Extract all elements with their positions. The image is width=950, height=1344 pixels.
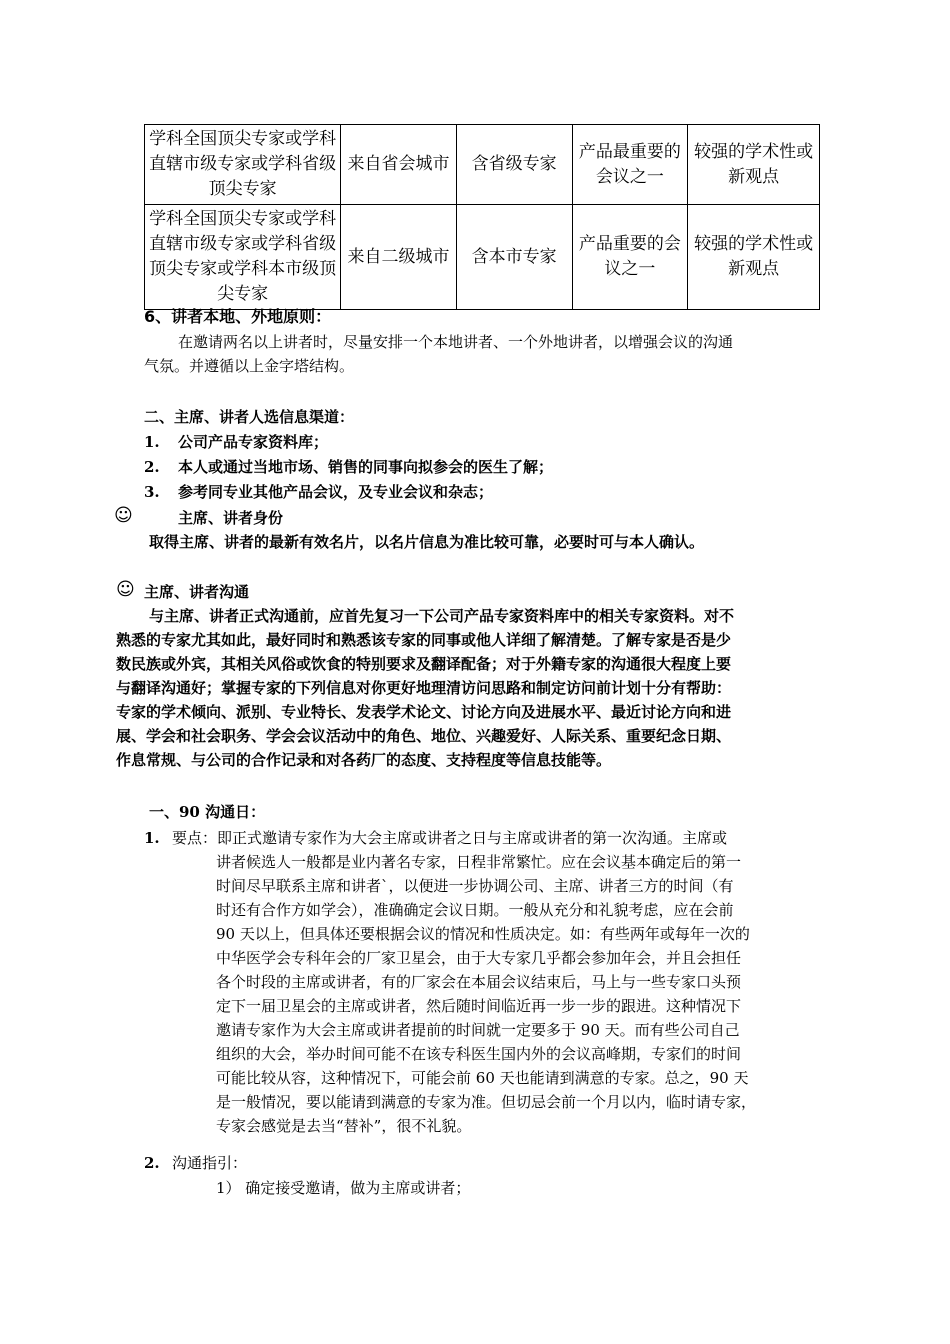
table-row — [145, 205, 820, 310]
list-number: 3. — [144, 483, 160, 501]
day90-paragraph-line: 时还有合作方如学会），准确确定会议日期。一般从充分和礼貌考虑，应在会前 — [216, 901, 734, 919]
section6-body-line-1: 在邀请两名以上讲者时，尽量安排一个本地讲者、一个外地讲者，以增强会议的沟通 — [178, 333, 734, 351]
table-cell: 含本市专家 — [456, 205, 572, 310]
smiley-icon: ☺ — [116, 579, 135, 600]
section2-title: 二、主席、讲者人选信息渠道： — [144, 408, 355, 426]
list-item — [144, 455, 553, 479]
list-number: 2. — [144, 1154, 160, 1172]
day90-paragraph-line: 专家会感觉是去当“替补”，很不礼貌。 — [216, 1117, 472, 1135]
day90-paragraph-line: 是一般情况，要以能请到满意的专家为准。但切忌会前一个月以内，临时请专家， — [216, 1093, 757, 1111]
table-cell: 学科全国顶尖专家或学科直辖市级专家或学科省级顶尖专家或学科本市级顶尖专家 — [145, 205, 341, 310]
criteria-table — [144, 124, 820, 310]
day90-title: 一、90 沟通日： — [149, 803, 266, 821]
list-number: 2. — [144, 458, 160, 476]
list-text: 本人或通过当地市场、销售的同事向拟参会的医生了解； — [178, 458, 554, 476]
guide-title: 沟通指引： — [172, 1154, 248, 1172]
communication-line: 与主席、讲者正式沟通前，应首先复习一下公司产品专家资料库中的相关专家资料。对不 — [149, 607, 735, 625]
table-cell: 学科全国顶尖专家或学科直辖市级专家或学科省级顶尖专家 — [145, 125, 341, 205]
list-text: 公司产品专家资料库； — [178, 433, 329, 451]
section6-body-line-2: 气氛。并遵循以上金字塔结构。 — [144, 357, 355, 375]
table-row — [145, 125, 820, 205]
day90-paragraph-line: 要点：即正式邀请专家作为大会主席或讲者之日与主席或讲者的第一次沟通。主席或 — [172, 829, 728, 847]
guide-subitem: 1） 确定接受邀请，做为主席或讲者； — [216, 1179, 471, 1197]
table-cell: 较强的学术性或新观点 — [688, 125, 820, 205]
day90-paragraph-line: 邀请专家作为大会主席或讲者提前的时间就一定要多于 90 天。而有些公司自己 — [216, 1021, 740, 1039]
table-cell: 含省级专家 — [456, 125, 572, 205]
day90-paragraph-line: 时间尽早联系主席和讲者`，以便进一步协调公司、主席、讲者三方的时间（有 — [216, 877, 734, 895]
identity-title: 主席、讲者身份 — [178, 509, 284, 527]
list-item — [144, 480, 493, 504]
communication-line: 数民族或外宾，其相关风俗或饮食的特别要求及翻译配备；对于外籍专家的沟通很大程度上要 — [116, 655, 732, 673]
list-number: 1. — [144, 433, 160, 451]
table-cell: 产品重要的会议之一 — [572, 205, 688, 310]
list-text: 参考同专业其他产品会议，及专业会议和杂志； — [178, 483, 494, 501]
day90-paragraph-line: 组织的大会，举办时间可能不在该专科医生国内外的会议高峰期，专家们的时间 — [216, 1045, 742, 1063]
table-cell: 产品最重要的会议之一 — [572, 125, 688, 205]
communication-title: 主席、讲者沟通 — [144, 583, 250, 601]
section6-title: 6、讲者本地、外地原则： — [144, 307, 332, 326]
table-cell: 较强的学术性或新观点 — [688, 205, 820, 310]
table-cell: 来自二级城市 — [341, 205, 457, 310]
identity-body: 取得主席、讲者的最新有效名片，以名片信息为准比较可靠，必要时可与本人确认。 — [149, 533, 705, 551]
communication-line: 与翻译沟通好；掌握专家的下列信息对你更好地理清访问思路和制定访问前计划十分有帮助： — [116, 679, 732, 697]
communication-line: 专家的学术倾向、派别、专业特长、发表学术论文、讨论方向及进展水平、最近讨论方向和进 — [116, 703, 732, 721]
list-item — [144, 430, 328, 454]
list-number: 1. — [144, 829, 160, 847]
communication-line: 熟悉的专家尤其如此，最好同时和熟悉该专家的同事或他人详细了解清楚。了解专家是否是少 — [116, 631, 732, 649]
communication-line: 展、学会和社会职务、学会会议活动中的角色、地位、兴趣爱好、人际关系、重要纪念日期、 — [116, 727, 732, 745]
day90-paragraph-line: 各个时段的主席或讲者，有的厂家会在本届会议结束后，马上与一些专家口头预 — [216, 973, 742, 991]
day90-paragraph-line: 讲者候选人一般都是业内著名专家，日程非常繁忙。应在会议基本确定后的第一 — [216, 853, 742, 871]
communication-line: 作息常规、与公司的合作记录和对各药厂的态度、支持程度等信息技能等。 — [116, 751, 612, 769]
smiley-icon: ☺ — [114, 505, 133, 526]
table-cell: 来自省会城市 — [341, 125, 457, 205]
day90-paragraph-line: 中华医学会专科年会的厂家卫星会，由于大专家几乎都会参加年会，并且会担任 — [216, 949, 742, 967]
day90-paragraph-line: 可能比较从容，这种情况下，可能会前 60 天也能请到满意的专家。总之，90 天 — [216, 1069, 749, 1087]
day90-paragraph-line: 90 天以上，但具体还要根据会议的情况和性质决定。如：有些两年或每年一次的 — [216, 925, 750, 943]
day90-paragraph-line: 定下一届卫星会的主席或讲者，然后随时间临近再一步一步的跟进。这种情况下 — [216, 997, 742, 1015]
